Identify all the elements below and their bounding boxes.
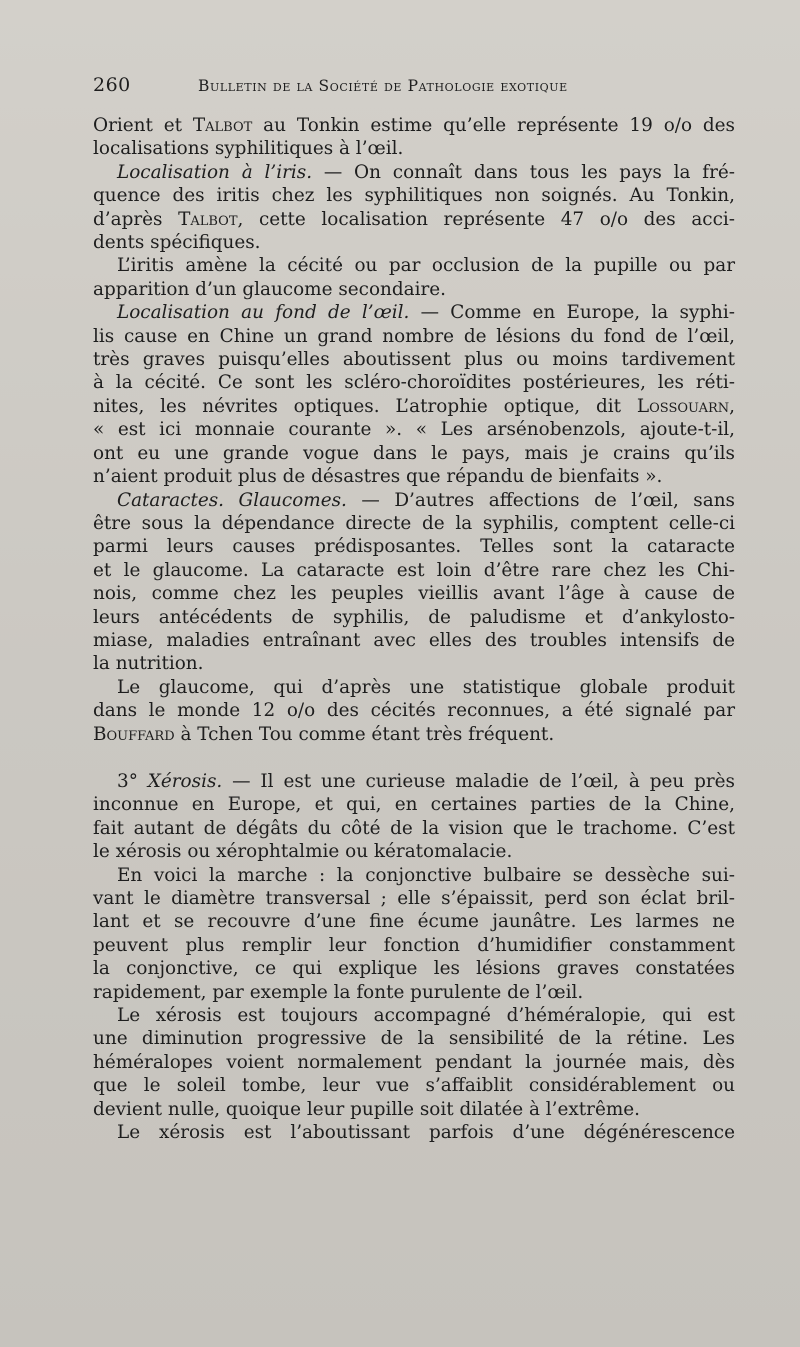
- paragraph-fundus: Localisation au fond de l’œil. — Comme en Europe, la syphi-: [117, 302, 735, 324]
- section-number: 3°: [117, 770, 138, 792]
- author-name: Talbot: [192, 115, 253, 136]
- author-name: Talbot: [178, 208, 238, 230]
- paragraph-degeneration: Le xérosis est l’aboutissant parfois d’une dégénérescence: [117, 1122, 735, 1144]
- body-text: Orient et Talbot au Tonkin estime qu’elle représente 19 o/o des localisations syphilitiques à l’œil. Localisation à l’iris. — On connaît dans tous les pays la fré- quence des iritis chez les syphilitiques non soignés. Au Tonkin, d’après Talbot, cette localisation représente 47 o/o des acci- dents spécifiques. L’iritis amène la cécité ou par occlusion de la pupille ou par apparition d’un glaucome secondaire. Localisation au fond de l’œil. — Comme en Europe, la syphi- lis cause en Chine un grand nombre de lésions du fond de l’œil, très graves puisqu’elles aboutissent plus ou moins tardivement à la cécité. Ce sont les scléro-choroïdites postérieures, les réti- nites, les névrites optiques. L’atrophie optique, dit Lossouarn, « est ici monnaie courante ». « Les arsénobenzols, ajoute-t-il, ont eu une grande vogue dans le pays, mais je crains qu’ils n’aient produit plus de désastres que répandu de bienfaits ». Cataractes. Glaucomes. — D’autres affections de l’œil, sans être sous la dépendance directe de la syphilis, comptent celle-ci parmi leurs causes prédisposantes. Telles sont la cataracte et le glaucome. La cataracte est loin d’être rare chez les Chi- nois, comme chez les peuples vieillis avant l’âge à cause de leurs antécédents de syphilis, de paludisme et d’ankylosto- miase, maladies entraînant avec elles des troubles intensifs de la nutrition. Le glaucome, qui d’après une statistique globale produit dans le monde 12 o/o des cécités reconnues, a été signalé par Bouffard à Tchen Tou comme étant très fréquent. 3° Xérosis. — Il est une curieuse maladie de l’œil, à peu près inconnue en Europe, et qui, en certaines parties de la Chine, fait autant de dégâts du côté de la vision que le trachome. C’est le xérosis ou xérophtalmie ou kératomalacie. En voici la marche : la conjonctive bulbaire se dessèche sui- vant le diamètre transversal ; elle s’épaissit, perd son éclat bril- lant et se recouvre d’une fine écume jaunâtre. Les larmes ne peuvent plus remplir leur fonction d’humidifier constamment la conjonctive, ce qui explique les lésions graves constatées rapidement, par exemple la fonte purulente de l’œil. Le xérosis est toujours accompagné d’héméralopie, qui est une diminution progressive de la sensibilité de la rétine. Les héméralopes voient normalement pendant la journée mais, dès que le soleil tombe, leur vue s’affaiblit considérablement ou devient nulle, quoique leur pupille soit dilatée à l’extrême. Le xérosis est l’aboutissant parfois d’une dégénérescence: [93, 115, 735, 1144]
- paragraph-iris: Localisation à l’iris. — On connaît dans tous les pays la fré-: [117, 161, 735, 183]
- author-name: Lossouarn: [636, 395, 730, 417]
- paragraph-glaucoma: Le glaucome, qui d’après une statistique globale produit: [117, 676, 735, 698]
- page-number: 260: [93, 74, 131, 96]
- section-heading-xerosis: Xérosis.: [137, 770, 223, 792]
- journal-title: Bulletin de la Société de Pathologie exotique: [198, 77, 568, 95]
- paragraph-xerosis: 3° Xérosis. — Il est une curieuse maladie de l’œil, à peu près: [117, 770, 735, 792]
- paragraph-cataracts: Cataractes. Glaucomes. — D’autres affections de l’œil, sans: [117, 489, 735, 511]
- section-heading-fundus: Localisation au fond de l’œil.: [117, 302, 410, 324]
- paragraph-talbot-estimate: Orient et Talbot au Tonkin estime qu’elle représente 19 o/o des: [93, 115, 735, 136]
- running-head: [93, 74, 733, 104]
- section-heading-iris: Localisation à l’iris.: [117, 161, 313, 183]
- section-heading-cataracts: Cataractes. Glaucomes.: [117, 489, 347, 511]
- paragraph-iritis: L’iritis amène la cécité ou par occlusion de la pupille ou par: [117, 255, 735, 277]
- author-name: Bouffard: [93, 723, 175, 745]
- paragraph-progression: En voici la marche : la conjonctive bulbaire se dessèche sui-: [117, 864, 735, 886]
- paragraph-hemeralopia: Le xérosis est toujours accompagné d’héméralopie, qui est: [117, 1005, 735, 1027]
